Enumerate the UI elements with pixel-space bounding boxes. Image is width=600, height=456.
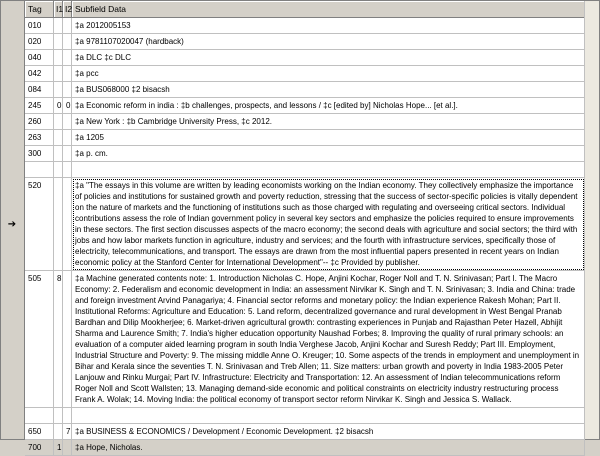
indicator-1[interactable] <box>54 408 63 424</box>
vertical-scrollbar[interactable] <box>584 1 599 439</box>
table-row[interactable] <box>25 82 585 98</box>
table-row[interactable] <box>25 178 585 271</box>
indicator-2[interactable]: 7 <box>63 424 72 440</box>
field-tag[interactable]: 042 <box>25 66 54 82</box>
subfield-data[interactable]: ‡a 9781107020047 (hardback) <box>72 34 585 50</box>
subfield-data[interactable]: ‡a 1205 <box>72 130 585 146</box>
indicator-2[interactable] <box>63 114 72 130</box>
table-row[interactable] <box>25 271 585 408</box>
subfield-data[interactable]: ‡a DLC ‡c DLC <box>72 50 585 66</box>
table-row[interactable] <box>25 34 585 50</box>
column-header-subfield-data[interactable]: Subfield Data <box>72 1 585 18</box>
indicator-1[interactable] <box>54 424 63 440</box>
column-header-i2[interactable]: I2 <box>63 1 72 18</box>
marc-fields-table <box>25 1 585 456</box>
row-pointer-arrow-icon: ➔ <box>7 218 17 230</box>
field-tag[interactable]: 520 <box>25 178 54 271</box>
field-tag[interactable]: 260 <box>25 114 54 130</box>
indicator-1[interactable] <box>54 130 63 146</box>
indicator-1[interactable] <box>54 146 63 162</box>
indicator-2[interactable] <box>63 18 72 34</box>
table-row[interactable] <box>25 408 585 424</box>
subfield-data[interactable]: ‡a "The essays in this volume are written by leading economists working on the Indian economy. They collectively emphasize the importance of policies and institutions for sustained growth and poverty reduction, stressing that the success of sector-specific policies is vitally dependent on the nature of markets and the functioning of institutions such as those charged with regulating and overseeing critical sectors. Individual contributions assess the role of Indian government policy in several key sectors and emphasize the policies required to ensure improvements in these sectors. The first section discusses aspects of the macro economy; the second deals with agriculture and social sectors; the third with jobs and how labor markets function in agriculture, industry and services; and the fourth with infrastructure services, specifically those of electricity, telecommunications, and transport. The essays are drawn from the most influential papers presented in recent years on Indian economic policy at the Stanford Center for International Development"-- ‡c Provided by publisher. <box>72 178 585 271</box>
table-row[interactable] <box>25 98 585 114</box>
indicator-1[interactable] <box>54 50 63 66</box>
table-row[interactable] <box>25 66 585 82</box>
row-selector-gutter[interactable] <box>1 1 25 439</box>
table-row[interactable] <box>25 50 585 66</box>
indicator-1[interactable]: 1 <box>54 440 63 456</box>
subfield-data[interactable]: ‡a pcc <box>72 66 585 82</box>
subfield-data[interactable]: ‡a 2012005153 <box>72 18 585 34</box>
field-tag[interactable]: 040 <box>25 50 54 66</box>
indicator-2[interactable] <box>63 34 72 50</box>
field-tag[interactable]: 263 <box>25 130 54 146</box>
table-row[interactable] <box>25 162 585 178</box>
indicator-2[interactable] <box>63 178 72 271</box>
subfield-data[interactable]: ‡a Economic reform in india : ‡b challenges, prospects, and lessons / ‡c [edited by] Nicholas Hope... [et al.]. <box>72 98 585 114</box>
subfield-data[interactable]: ‡a p. cm. <box>72 146 585 162</box>
indicator-2[interactable] <box>63 440 72 456</box>
table-row[interactable] <box>25 146 585 162</box>
subfield-data[interactable] <box>72 162 585 178</box>
indicator-2[interactable] <box>63 408 72 424</box>
table-row[interactable] <box>25 114 585 130</box>
subfield-data[interactable]: ‡a Hope, Nicholas. <box>72 440 585 456</box>
subfield-data[interactable] <box>72 408 585 424</box>
field-tag[interactable]: 084 <box>25 82 54 98</box>
field-tag[interactable] <box>25 162 54 178</box>
table-row[interactable] <box>25 440 585 456</box>
subfield-data[interactable]: ‡a BUSINESS & ECONOMICS / Development / Economic Development. ‡2 bisacsh <box>72 424 585 440</box>
indicator-1[interactable]: 8 <box>54 271 63 408</box>
indicator-1[interactable] <box>54 178 63 271</box>
indicator-2[interactable]: 0 <box>63 98 72 114</box>
column-header-tag[interactable]: Tag <box>25 1 54 18</box>
indicator-2[interactable] <box>63 162 72 178</box>
field-tag[interactable]: 245 <box>25 98 54 114</box>
indicator-1[interactable] <box>54 82 63 98</box>
table-row[interactable] <box>25 130 585 146</box>
field-tag[interactable]: 650 <box>25 424 54 440</box>
indicator-1[interactable] <box>54 162 63 178</box>
indicator-2[interactable] <box>63 82 72 98</box>
table-row[interactable] <box>25 18 585 34</box>
indicator-1[interactable] <box>54 34 63 50</box>
indicator-1[interactable] <box>54 66 63 82</box>
column-header-i1[interactable]: I1 <box>54 1 63 18</box>
field-tag[interactable]: 300 <box>25 146 54 162</box>
subfield-data[interactable]: ‡a Machine generated contents note: 1. Introduction Nicholas C. Hope, Anjini Kochar, Roger Noll and T. N. Srinivasan; Part I. The Macro Economy: 2. Federalism and economic development in India: an assessment Nirvikar K. Singh and T. N. Srinivasan; 3. India and China: trade and foreign investment Arvind Panagariya; 4. Financial sector reforms and monetary policy: the Indian experience Rakesh Mohan; Part II. Institutional Reforms: Agriculture and Education: 5. Land reform, decentralized governance and rural development in West Bengal Pranab Bardhan and Dilip Mookherjee; 6. Market-driven agricultural growth: contrasting experiences in Punjab and Rajasthan Peter Hazell, Abhijit Sharma and Laurence Smith; 7. India's higher education opportunity Naushad Forbes; 8. Improving the quality of rural primary schools: an evaluation of a computer aided learning program in south India Verghese Jacob, Anjini Kochar and Suresh Reddy; Part III. Employment, Industrial Structure and Poverty: 9. The missing middle Anne O. Kreuger; 10. Some aspects of the trends in employment and unemployment in Bihar and Kerala since the seventies T. N. Srinivasan and Treb Allen; 11. Size matters: urban growth and poverty in India 1983-2005 Peter Lanjouw and Rinku Murgai; Part IV. Infrastructure: Electricity and Transportation: 12. An assessment of Indian telecommunications reform Roger Noll and Scott Wallsten; 13. Managing demand-side economic and political constraints on electricity industry restructuring process Frank A. Wolak; 14. Moving India: the political economy of transport sector reform Nirvikar K. Singh and Jessica S. Wallack. <box>72 271 585 408</box>
field-tag[interactable]: 020 <box>25 34 54 50</box>
subfield-data[interactable]: ‡a BUS068000 ‡2 bisacsh <box>72 82 585 98</box>
subfield-data[interactable]: ‡a New York : ‡b Cambridge University Press, ‡c 2012. <box>72 114 585 130</box>
indicator-1[interactable] <box>54 114 63 130</box>
field-tag[interactable] <box>25 408 54 424</box>
indicator-2[interactable] <box>63 66 72 82</box>
indicator-1[interactable] <box>54 18 63 34</box>
indicator-2[interactable] <box>63 50 72 66</box>
indicator-2[interactable] <box>63 146 72 162</box>
header-row <box>25 1 585 18</box>
field-tag[interactable]: 505 <box>25 271 54 408</box>
indicator-2[interactable] <box>63 130 72 146</box>
indicator-2[interactable] <box>63 271 72 408</box>
field-tag[interactable]: 010 <box>25 18 54 34</box>
indicator-1[interactable]: 0 <box>54 98 63 114</box>
table-row[interactable] <box>25 424 585 440</box>
field-tag[interactable]: 700 <box>25 440 54 456</box>
